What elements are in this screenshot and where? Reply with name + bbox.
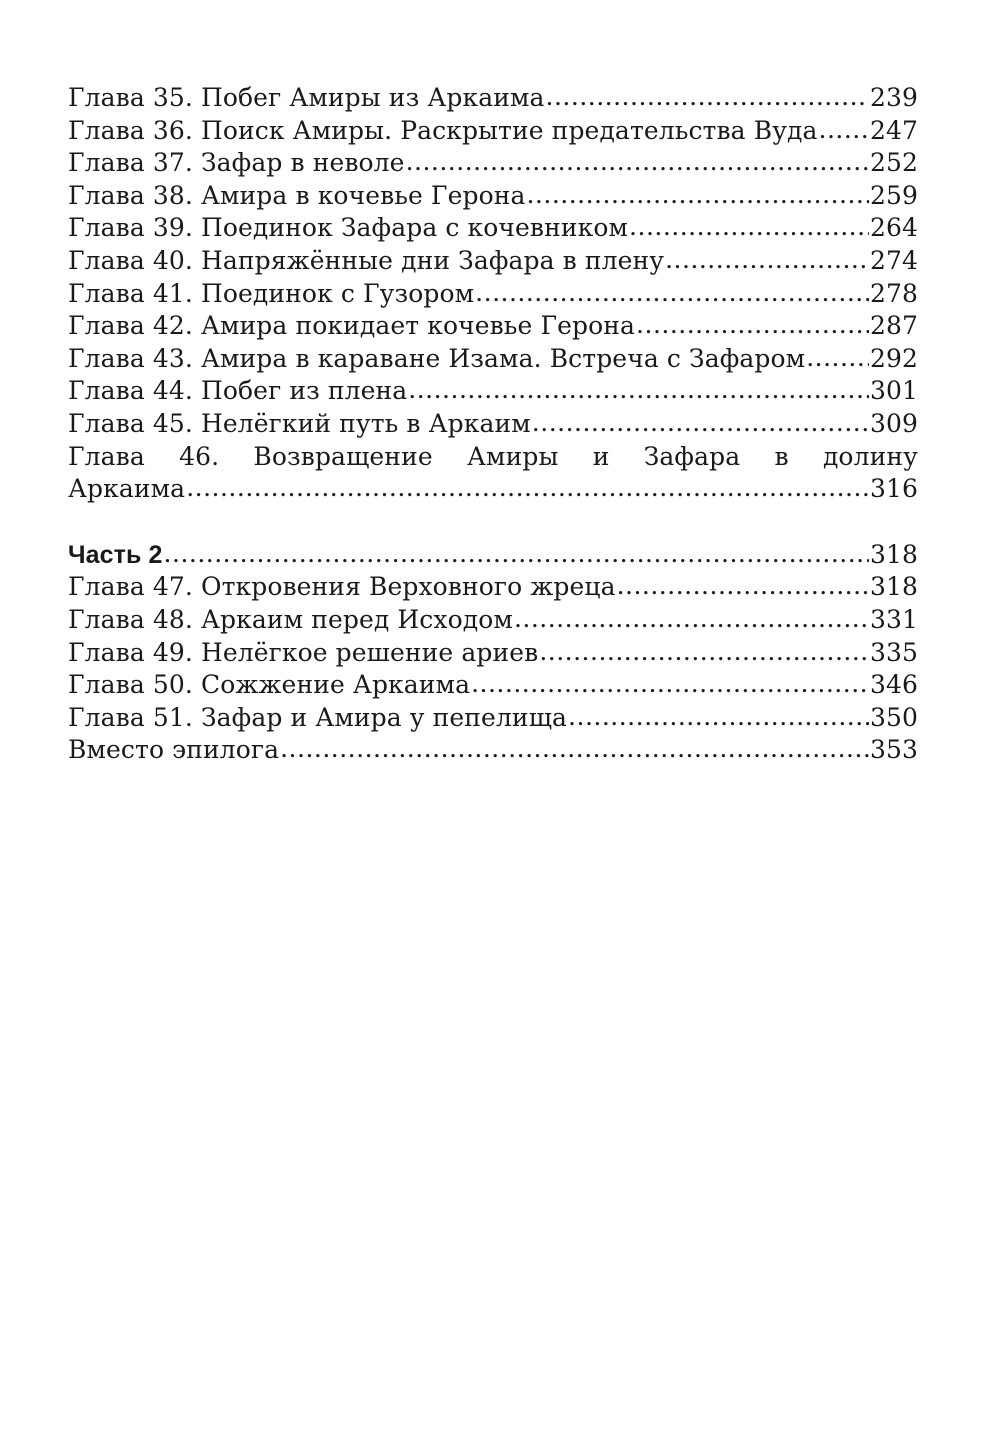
toc-entry-page: 350 bbox=[869, 702, 918, 732]
toc-entry-page: 346 bbox=[869, 670, 918, 700]
toc-entry[interactable] bbox=[68, 212, 918, 245]
toc-entry-page: 318 bbox=[869, 539, 918, 569]
toc-word: долину bbox=[822, 441, 918, 471]
toc-word: в bbox=[774, 441, 789, 471]
toc-entry[interactable] bbox=[68, 702, 918, 735]
toc-leader-dots bbox=[532, 407, 869, 440]
toc-part-heading[interactable] bbox=[68, 539, 918, 572]
toc-entry-page: 309 bbox=[869, 408, 918, 438]
toc-entry[interactable] bbox=[68, 180, 918, 213]
toc-entry-chapter46-line1[interactable] bbox=[68, 441, 918, 474]
toc-leader-dots bbox=[568, 701, 869, 734]
toc-entry[interactable] bbox=[68, 245, 918, 278]
toc-word: и bbox=[592, 441, 610, 471]
toc-leader-dots bbox=[636, 309, 869, 342]
toc-entry-title: Глава 43. Амира в караване Изама. Встреча с Зафаром bbox=[68, 343, 806, 373]
toc-group-part2 bbox=[68, 539, 918, 767]
toc-word: Глава bbox=[68, 441, 145, 471]
toc-leader-dots bbox=[526, 179, 868, 212]
toc-entry-page: 247 bbox=[869, 115, 918, 145]
toc-entry-title: Глава 45. Нелёгкий путь в Аркаим bbox=[68, 408, 531, 438]
table-of-contents bbox=[68, 82, 918, 767]
toc-leader-dots bbox=[665, 244, 869, 277]
toc-entry[interactable] bbox=[68, 343, 918, 376]
toc-leader-dots bbox=[408, 374, 869, 407]
toc-leader-dots bbox=[539, 636, 869, 669]
toc-entry-page: 274 bbox=[869, 245, 918, 275]
toc-leader-dots bbox=[475, 277, 869, 310]
toc-entry-page: 287 bbox=[869, 311, 918, 341]
toc-leader-dots bbox=[629, 211, 869, 244]
toc-entry-title: Вместо эпилога bbox=[68, 735, 280, 765]
toc-entry-page: 239 bbox=[869, 83, 918, 112]
toc-entry-chapter46-line2[interactable] bbox=[68, 473, 918, 506]
toc-entry[interactable] bbox=[68, 637, 918, 670]
toc-entry-page: 318 bbox=[869, 572, 918, 602]
toc-word: Возвращение bbox=[253, 441, 433, 471]
toc-entry-title: Глава 38. Амира в кочевье Герона bbox=[68, 180, 526, 210]
toc-entry-title: Глава 49. Нелёгкое решение ариев bbox=[68, 637, 539, 667]
toc-word: Зафара bbox=[643, 441, 741, 471]
toc-entry-page: 264 bbox=[869, 213, 918, 243]
toc-entry-title: Глава 44. Побег из плена bbox=[68, 376, 408, 406]
toc-entry-page: 252 bbox=[869, 148, 918, 178]
toc-entry-title: Глава 39. Поединок Зафара с кочевником bbox=[68, 213, 629, 243]
toc-leader-dots bbox=[406, 146, 869, 179]
toc-entry-title: Глава 41. Поединок с Гузором bbox=[68, 278, 475, 308]
toc-entry-title: Глава 42. Амира покидает кочевье Герона bbox=[68, 311, 636, 341]
toc-entry-title: Глава 48. Аркаим перед Исходом bbox=[68, 604, 513, 634]
toc-entry-page: 316 bbox=[869, 474, 918, 504]
toc-entry-title: Глава 37. Зафар в неволе bbox=[68, 148, 405, 178]
toc-entry[interactable] bbox=[68, 734, 918, 767]
toc-entry[interactable] bbox=[68, 82, 918, 115]
toc-entry-title: Глава 40. Напряжённые дни Зафара в плену bbox=[68, 245, 665, 275]
toc-entry[interactable] bbox=[68, 147, 918, 180]
toc-leader-dots bbox=[471, 668, 869, 701]
toc-entry[interactable] bbox=[68, 115, 918, 148]
toc-entry-title: Аркаима bbox=[68, 474, 186, 504]
toc-entry-page: 301 bbox=[869, 376, 918, 406]
toc-entry-title: Глава 47. Откровения Верховного жреца bbox=[68, 572, 616, 602]
toc-entry[interactable] bbox=[68, 408, 918, 441]
toc-entry[interactable] bbox=[68, 669, 918, 702]
toc-leader-dots bbox=[819, 114, 869, 147]
toc-leader-dots bbox=[164, 538, 869, 571]
toc-entry-page: 353 bbox=[869, 735, 918, 765]
toc-entry-page: 292 bbox=[869, 343, 918, 373]
toc-leader-dots bbox=[806, 342, 869, 375]
toc-entry-title: Глава 50. Сожжение Аркаима bbox=[68, 670, 471, 700]
toc-leader-dots bbox=[617, 570, 869, 603]
toc-part-title: Часть 2 bbox=[68, 540, 163, 569]
toc-entry[interactable] bbox=[68, 604, 918, 637]
toc-entry-page: 335 bbox=[869, 637, 918, 667]
toc-group-part1 bbox=[68, 82, 918, 506]
toc-entry[interactable] bbox=[68, 375, 918, 408]
toc-entry[interactable] bbox=[68, 571, 918, 604]
toc-leader-dots bbox=[280, 733, 869, 766]
toc-entry-title: Глава 51. Зафар и Амира у пепелища bbox=[68, 702, 568, 732]
toc-entry-page: 278 bbox=[869, 278, 918, 308]
toc-word: Амиры bbox=[467, 441, 559, 471]
toc-leader-dots bbox=[186, 472, 869, 505]
toc-leader-dots bbox=[546, 81, 869, 114]
toc-entry[interactable] bbox=[68, 278, 918, 311]
toc-entry-page: 259 bbox=[869, 180, 918, 210]
toc-entry-title: Глава 35. Побег Амиры из Аркаима bbox=[68, 83, 545, 112]
toc-entry-title: Глава 36. Поиск Амиры. Раскрытие предательства Вуда bbox=[68, 115, 818, 145]
toc-word: 46. bbox=[179, 441, 220, 471]
toc-entry[interactable] bbox=[68, 310, 918, 343]
toc-leader-dots bbox=[514, 603, 869, 636]
toc-entry-page: 331 bbox=[869, 604, 918, 634]
